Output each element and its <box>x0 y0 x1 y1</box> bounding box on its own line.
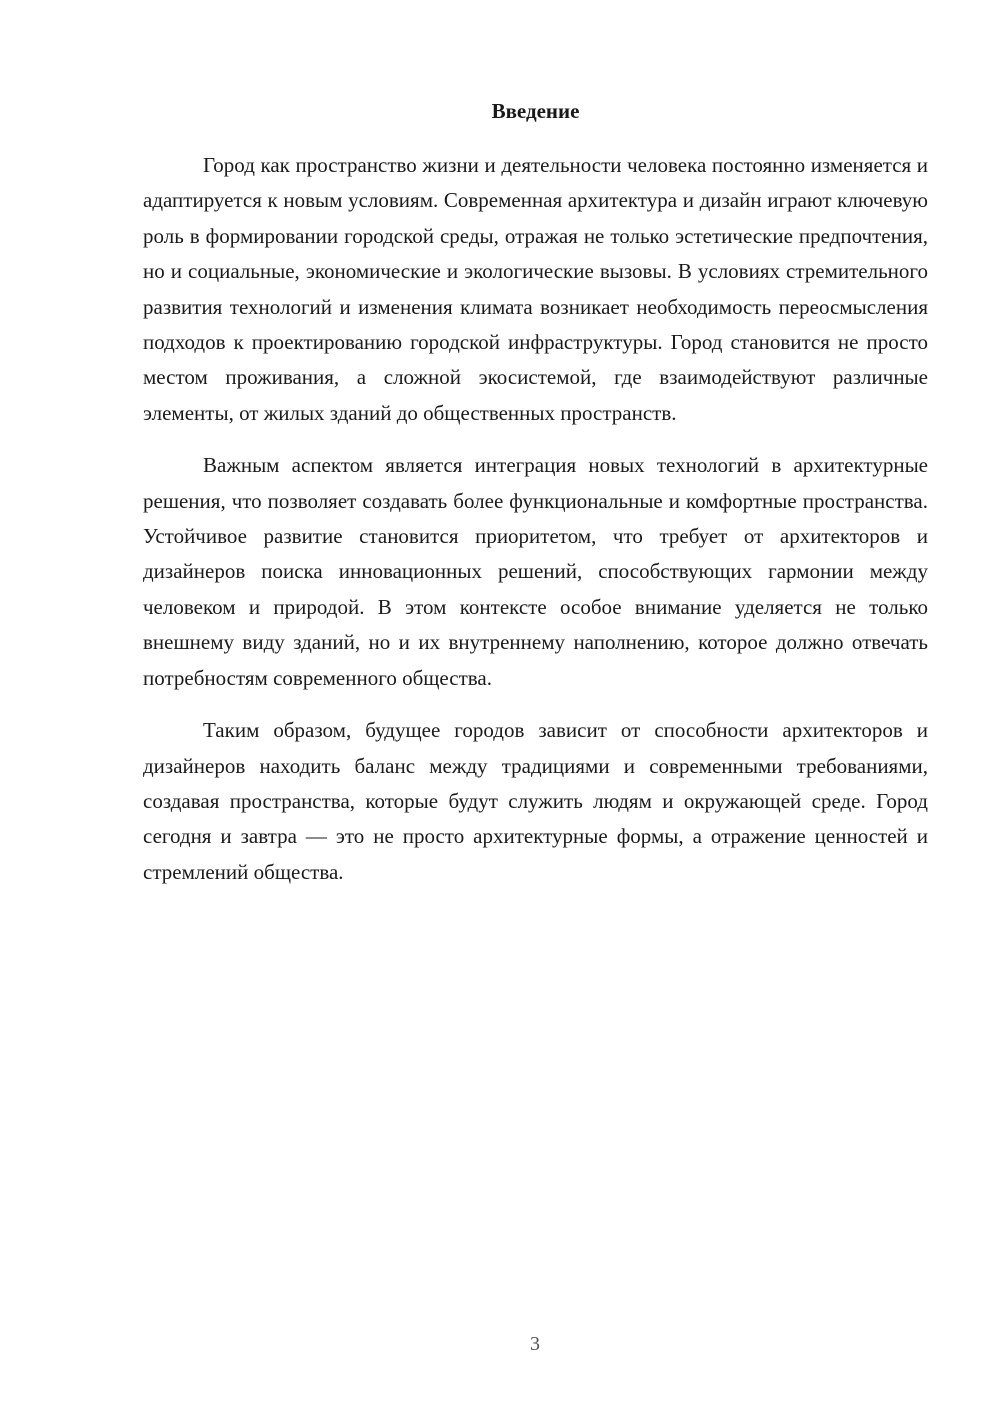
page-number: 3 <box>530 1333 540 1355</box>
paragraph-1: Город как пространство жизни и деятельности человека постоянно изменяется и адаптируется к новым условиям. Современная архитектура и дизайн играют ключевую роль в формировании городской среды, отражая не только эстетические предпочтения, но и социальные, экономические и экологические вызовы. В условиях стремительного развития технологий и изменения климата возникает необходимость переосмысления подходов к проектированию городской инфраструктуры. Город становится не просто местом проживания, а сложной экосистемой, где взаимодействуют различные элементы, от жилых зданий до общественных пространств. <box>143 153 928 425</box>
paragraph-2: Важным аспектом является интеграция новых технологий в архитектурные решения, что позволяет создавать более функциональные и комфортные пространства. Устойчивое развитие становится приоритетом, что требует от архитекторов и дизайнеров поиска инновационных решений, способствующих гармонии между человеком и природой. В этом контексте особое внимание уделяется не только внешнему виду зданий, но и их внутреннему наполнению, которое должно отвечать потребностям современного общества. <box>143 453 928 690</box>
page-body <box>143 94 928 907</box>
paragraph-3: Таким образом, будущее городов зависит от способности архитекторов и дизайнеров находить баланс между традициями и современными требованиями, создавая пространства, которые будут служить людям и окружающей среде. Город сегодня и завтра — это не просто архитектурные формы, а отражение ценностей и стремлений общества. <box>143 718 928 884</box>
section-title: Введение <box>491 99 580 123</box>
